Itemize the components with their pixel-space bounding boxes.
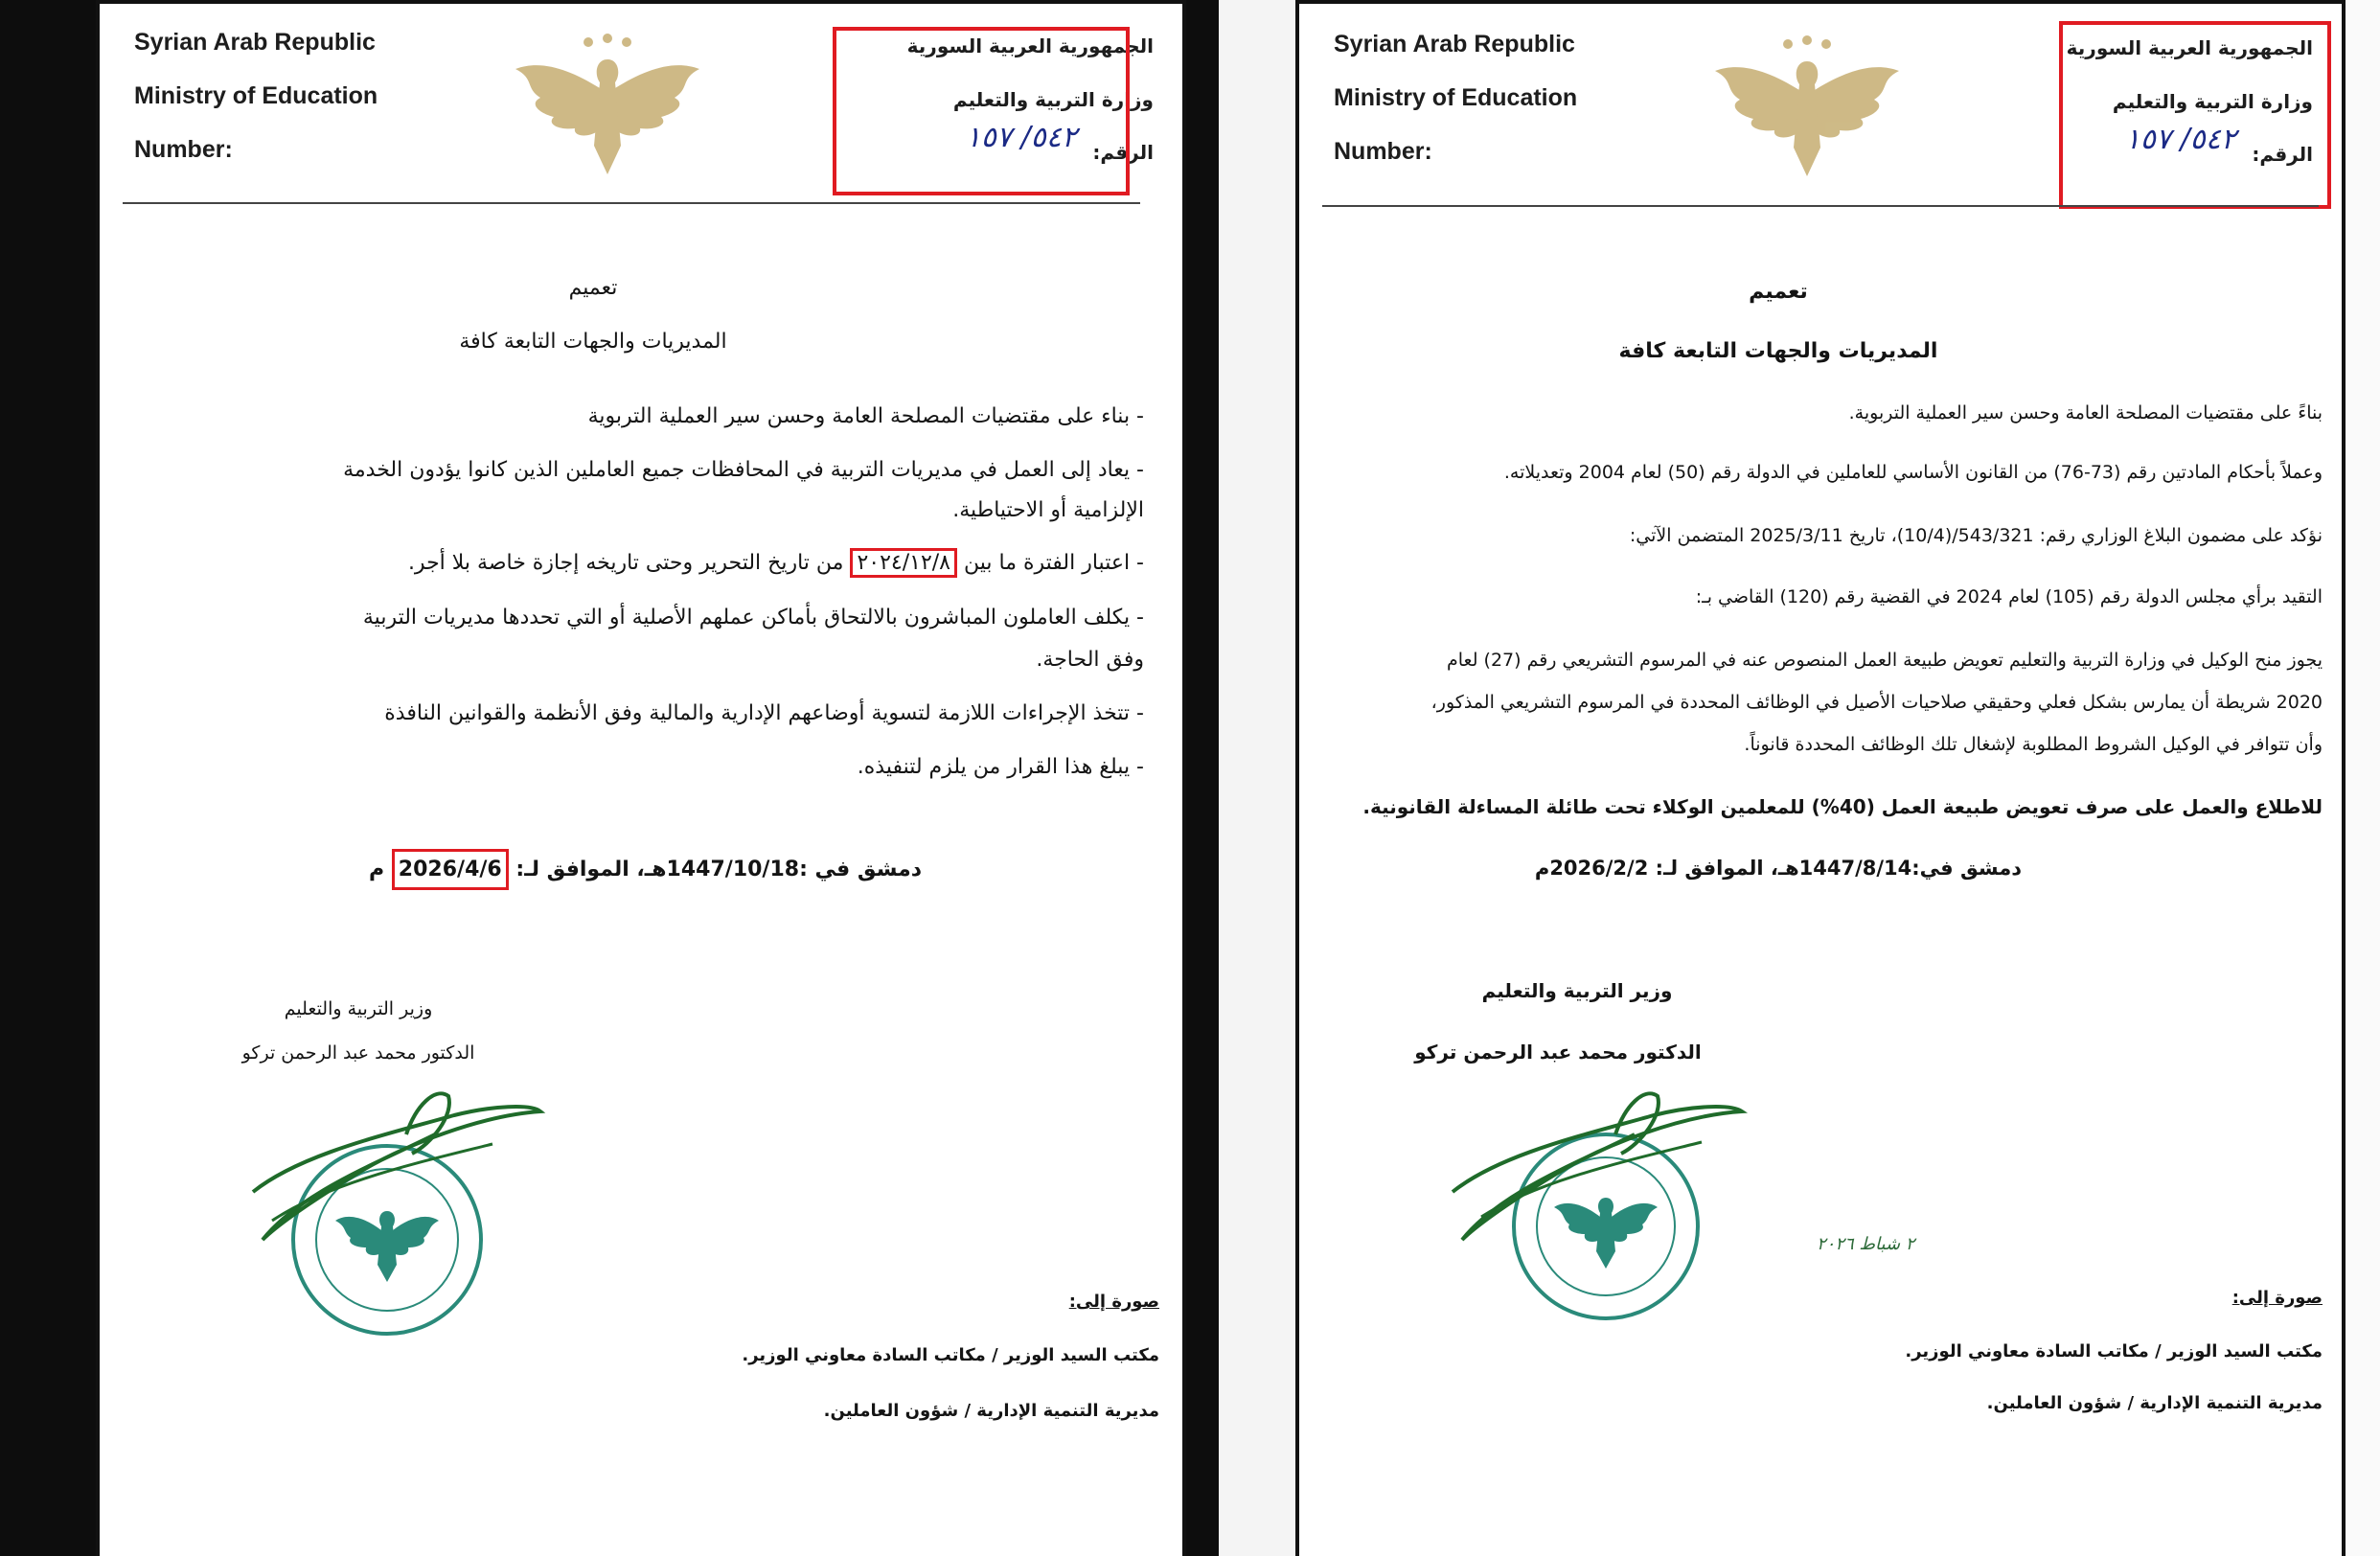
header-number-handwritten: ٥٤٢/ ١٥٧ [2124,123,2236,156]
header-ar-line2: وزارة التربية والتعليم [2112,90,2313,113]
minister-name: الدكتور محمد عبد الرحمن تركو [241,1042,475,1064]
date-line [369,849,922,890]
date-boxed: 2026/4/6 [392,849,509,890]
header-en-line1: Syrian Arab Republic [134,29,376,56]
header-divider [1322,205,2319,207]
header-ar-line1: الجمهورية العربية السورية [2066,36,2313,59]
left-document [96,0,1186,1556]
copy-line: مكتب السيد الوزير / مكاتب السادة معاوني الوزير. [1905,1341,2323,1362]
paragraph: التقيد برأي مجلس الدولة رقم (105) لعام 2024 في القضية رقم (120) القاضي بـ: [1695,586,2323,607]
copy-heading: صورة إلى: [2231,1288,2323,1308]
header-en-line2: Ministry of Education [1334,84,1578,111]
list-item: - يكلف العاملون المباشرون بالالتحاق بأماكن عملهم الأصلية أو التي تحددها مديريات التربية [362,606,1144,629]
right-edge-gutter [2346,0,2380,1556]
center-gutter [1186,0,1219,1556]
header-ar-line3-label: الرقم: [1092,141,1154,164]
header-en-line1: Syrian Arab Republic [1334,31,1575,57]
header-en-line2: Ministry of Education [134,82,378,109]
left-edge-gutter [0,0,96,1556]
header-number-handwritten: ٥٤٢/ ١٥٧ [965,121,1077,154]
period-line-before: - اعتبار الفترة ما بين [964,551,1144,575]
paragraph: نؤكد على مضمون البلاغ الوزاري رقم: 543/321/(10/4)، تاريخ 2025/3/11 المتضمن الآتي: [1629,525,2323,546]
header-ar-line1: الجمهورية العربية السورية [906,34,1154,57]
list-item: الإلزامية أو الاحتياطية. [952,498,1144,522]
date-line-suffix: م [369,858,385,881]
right-document [1295,0,2346,1556]
paragraph: وعملاً بأحكام المادتين رقم (73-76) من القانون الأساسي للعاملين في الدولة رقم (50) لعام 2004 وتعديلاته. [1503,462,2323,483]
list-item: - تتخذ الإجراءات اللازمة لتسوية أوضاعهم الإدارية والمالية وفق الأنظمة والقوانين النافذة [384,701,1144,725]
copy-line: مديرية التنمية الإدارية / شؤون العاملين. [823,1401,1159,1421]
bold-line: للاطلاع والعمل على صرف تعويض طبيعة العمل (40%) للمعلمين الوكلاء تحت طائلة المساءلة القانونية. [1362,795,2323,818]
doc-addressee: المديريات والجهات التابعة كافة [459,330,727,354]
period-date-boxed: ٢٠٢٤/١٢/٨ [850,548,957,578]
period-line-after: من تاريخ التحرير وحتى تاريخه إجازة خاصة بلا أجر. [407,551,844,575]
paragraph: بناءً على مقتضيات المصلحة العامة وحسن سير العملية التربوية. [1848,402,2323,423]
period-line [408,548,1144,578]
handwritten-date: ٢ شباط ٢٠٢٦ [1817,1234,1915,1254]
paragraph: 2020 شريطة أن يمارس بشكل فعلي وحقيقي صلاحيات الأصيل في الوظائف المحددة في المرسوم التشريعي المذكور، [1430,692,2323,713]
doc-title: تعميم [568,276,618,300]
header-ar-red-highlight [2059,21,2331,209]
date-line: دمشق في:1447/8/14هـ، الموافق لـ: 2026/2/2م [1534,857,2023,880]
header-ar-line2: وزارة التربية والتعليم [952,88,1154,111]
list-item: - يعاد إلى العمل في مديريات التربية في المحافظات جميع العاملين الذين كانوا يؤدون الخدمة [343,458,1144,482]
doc-addressee: المديريات والجهات التابعة كافة [1618,339,1938,363]
list-item: - بناء على مقتضيات المصلحة العامة وحسن سير العملية التربوية [587,404,1144,428]
paragraph: وأن تتوافر في الوكيل الشروط المطلوبة لإشغال تلك الوظائف المحددة قانوناً. [1744,734,2323,755]
paragraph: يجوز منح الوكيل في وزارة التربية والتعليم تعويض طبيعة العمل المنصوص عنه في المرسوم التشريعي رقم (27) لعام [1446,650,2323,671]
copy-heading: صورة إلى: [1068,1292,1159,1312]
eagle-emblem-icon [1711,33,1903,186]
date-line-prefix: دمشق في :1447/10/18هـ، الموافق لـ: [515,858,922,881]
signature-and-stamp-icon [243,1077,550,1345]
list-item: - يبلغ هذا القرار من يلزم لتنفيذه. [857,755,1144,779]
header-en-line3: Number: [1334,138,1432,165]
doc-title: تعميم [1749,280,1808,304]
header-en-line3: Number: [134,136,233,163]
header-ar-red-highlight [833,27,1130,195]
minister-title: وزير التربية والتعليم [284,998,433,1019]
eagle-emblem-icon [512,31,703,184]
header-divider [123,202,1140,204]
minister-title: وزير التربية والتعليم [1481,979,1673,1002]
copy-line: مكتب السيد الوزير / مكاتب السادة معاوني الوزير. [742,1345,1159,1365]
copy-line: مديرية التنمية الإدارية / شؤون العاملين. [1986,1393,2323,1413]
header-ar-line3-label: الرقم: [2252,143,2313,166]
signature-and-stamp-icon [1443,1073,1750,1341]
list-item: وفق الحاجة. [1036,648,1144,672]
minister-name: الدكتور محمد عبد الرحمن تركو [1414,1041,1702,1064]
